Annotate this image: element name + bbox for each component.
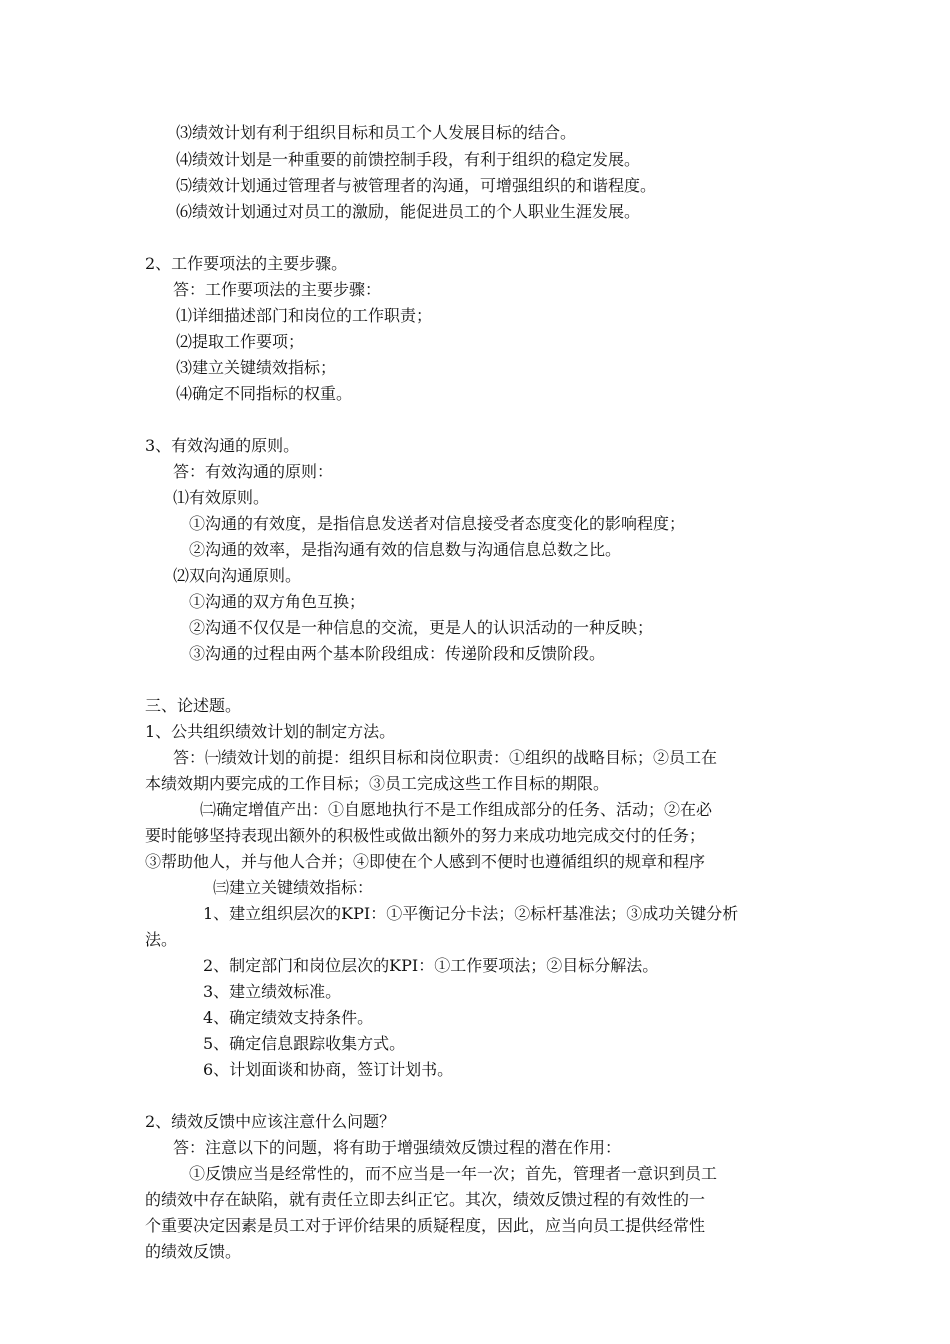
paragraph-line: 本绩效期内要完成的工作目标；③员工完成这些工作目标的期限。: [145, 774, 610, 793]
list-item: ①沟通的有效度，是指信息发送者对信息接受者态度变化的影响程度；: [189, 514, 686, 533]
paragraph-line: 1、建立组织层次的KPI：①平衡记分卡法；②标杆基准法；③成功关键分析: [203, 904, 739, 923]
paragraph-line: ①反馈应当是经常性的，而不应当是一年一次；首先，管理者一意识到员工: [189, 1164, 718, 1183]
list-item: ⑷绩效计划是一种重要的前馈控制手段，有利于组织的稳定发展。: [176, 150, 641, 169]
list-item: 2、制定部门和岗位层次的KPI：①工作要项法；②目标分解法。: [203, 956, 659, 975]
list-item: 3、建立绩效标准。: [203, 982, 342, 1001]
paragraph-line: 答：㈠绩效计划的前提：组织目标和岗位职责：①组织的战略目标；②员工在: [173, 748, 718, 767]
question-heading: 2、绩效反馈中应该注意什么问题？: [145, 1112, 396, 1131]
list-item: 5、确定信息跟踪收集方式。: [203, 1034, 406, 1053]
list-item: 4、确定绩效支持条件。: [203, 1008, 374, 1027]
paragraph-line: ㈡确定增值产出：①自愿地执行不是工作组成部分的任务、活动；②在必: [200, 800, 713, 819]
list-item: ⑹绩效计划通过对员工的激励，能促进员工的个人职业生涯发展。: [176, 202, 641, 221]
sub-heading: ㈢建立关键绩效指标：: [213, 878, 374, 897]
paragraph-line: ③帮助他人，并与他人合并；④即使在个人感到不便时也遵循组织的规章和程序: [145, 852, 706, 871]
paragraph-line: 法。: [145, 930, 178, 949]
list-item: ⑸绩效计划通过管理者与被管理者的沟通，可增强组织的和谐程度。: [176, 176, 657, 195]
section-title: 三、论述题。: [145, 696, 242, 715]
paragraph-line: 个重要决定因素是员工对于评价结果的质疑程度，因此，应当向员工提供经常性: [145, 1216, 706, 1235]
list-item: ⑴详细描述部门和岗位的工作职责；: [176, 306, 433, 325]
list-item: ③沟通的过程由两个基本阶段组成：传递阶段和反馈阶段。: [189, 644, 606, 663]
paragraph-line: 的绩效中存在缺陷，就有责任立即去纠正它。其次，绩效反馈过程的有效性的一: [145, 1190, 706, 1209]
list-item: ②沟通不仅仅是一种信息的交流，更是人的认识活动的一种反映；: [189, 618, 654, 637]
list-item: ⑷确定不同指标的权重。: [176, 384, 353, 403]
list-item: 6、计划面谈和协商，签订计划书。: [203, 1060, 454, 1079]
question-heading: 2、工作要项法的主要步骤。: [145, 254, 348, 273]
paragraph-line: 要时能够坚持表现出额外的积极性或做出额外的努力来成功地完成交付的任务；: [145, 826, 706, 845]
question-heading: 1、公共组织绩效计划的制定方法。: [145, 722, 396, 741]
list-item: ⑶绩效计划有利于组织目标和员工个人发展目标的结合。: [176, 123, 577, 142]
answer-intro: 答：注意以下的问题，将有助于增强绩效反馈过程的潜在作用：: [173, 1138, 622, 1157]
list-item: ⑶建立关键绩效指标；: [176, 358, 337, 377]
question-heading: 3、有效沟通的原则。: [145, 436, 300, 455]
list-item: ⑵提取工作要项；: [176, 332, 305, 351]
list-item: ②沟通的效率，是指沟通有效的信息数与沟通信息总数之比。: [189, 540, 622, 559]
sub-heading: ⑴有效原则。: [173, 488, 270, 507]
paragraph-line: 的绩效反馈。: [145, 1242, 242, 1261]
answer-intro: 答：工作要项法的主要步骤：: [173, 280, 382, 299]
answer-intro: 答：有效沟通的原则：: [173, 462, 334, 481]
sub-heading: ⑵双向沟通原则。: [173, 566, 302, 585]
list-item: ①沟通的双方角色互换；: [189, 592, 366, 611]
